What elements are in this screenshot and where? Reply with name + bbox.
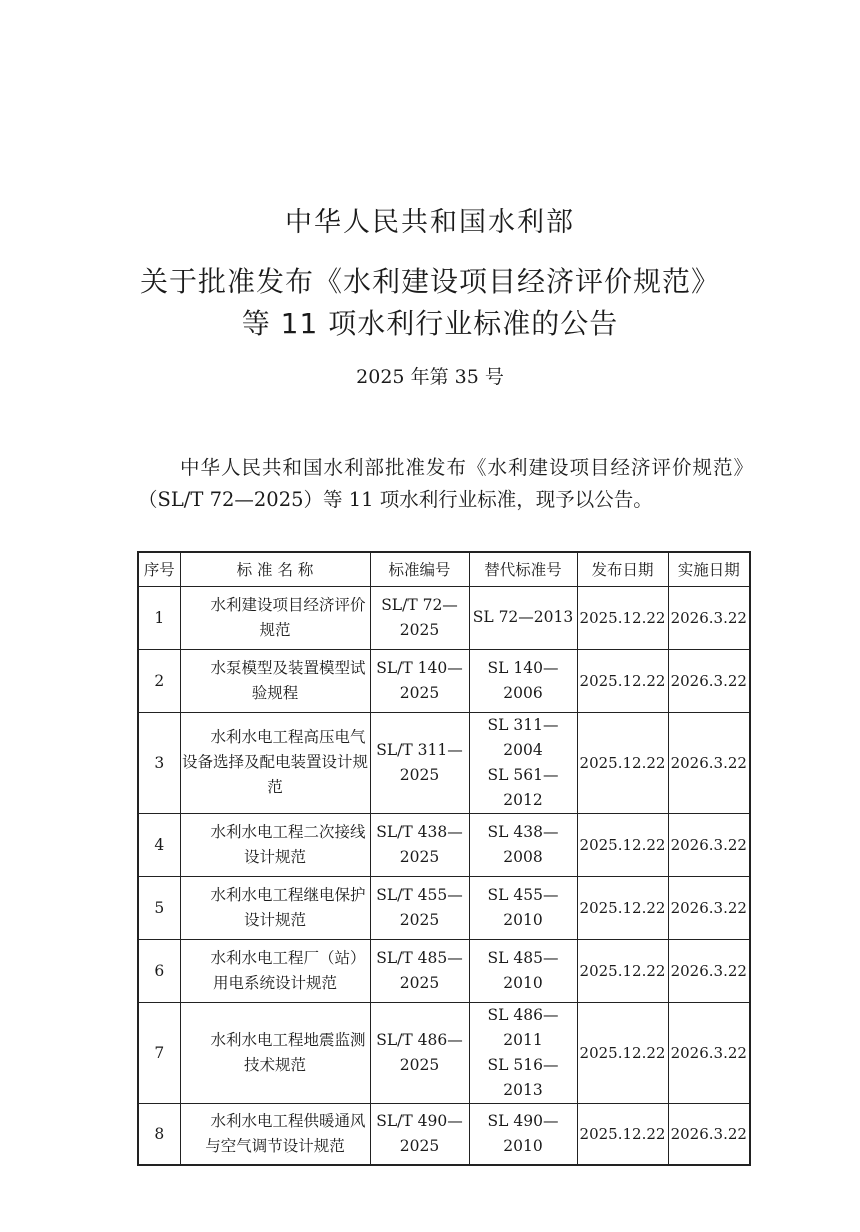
row-serial: 3 [138, 712, 180, 813]
row-effective-date: 2026.3.22 [668, 712, 750, 813]
row-standard-name: 水利水电工程供暖通风与空气调节设计规范 [180, 1103, 370, 1165]
row-code-line1: SL/T 311— [376, 740, 463, 759]
table-row [138, 712, 750, 813]
header-standard-code: 标准编号 [370, 552, 469, 586]
header-effective-date: 实施日期 [668, 552, 750, 586]
header-standard-name: 标 准 名 称 [180, 552, 370, 586]
row-code-line1: SL/T 490— [376, 1111, 463, 1130]
row-replaced-line1: SL 438—2008 [487, 822, 559, 866]
table-row [138, 939, 750, 1002]
row-effective-date: 2026.3.22 [668, 876, 750, 939]
row-code-line2: 2025 [399, 910, 440, 929]
row-replaced-line2: SL 516—2013 [487, 1055, 559, 1099]
row-code-line2: 2025 [399, 973, 440, 992]
row-replaced-line1: SL 455—2010 [487, 885, 559, 929]
table-header-row [138, 552, 750, 586]
row-code-line2: 2025 [399, 1055, 440, 1074]
row-replaced-code [469, 586, 577, 649]
row-replaced-code [469, 876, 577, 939]
table-row [138, 649, 750, 712]
header-publish-date: 发布日期 [577, 552, 668, 586]
row-replaced-code [469, 712, 577, 813]
row-code-line2: 2025 [399, 847, 440, 866]
table-row [138, 1103, 750, 1165]
table-row [138, 876, 750, 939]
row-publish-date: 2025.12.22 [577, 939, 668, 1002]
row-standard-code [370, 649, 469, 712]
row-effective-date: 2026.3.22 [668, 1002, 750, 1103]
row-code-line2: 2025 [399, 620, 440, 639]
row-effective-date: 2026.3.22 [668, 939, 750, 1002]
standards-table [137, 551, 751, 1166]
row-standard-name: 水利水电工程高压电气设备选择及配电装置设计规范 [180, 712, 370, 813]
row-code-line1: SL/T 438— [376, 822, 463, 841]
table-row [138, 1002, 750, 1103]
row-replaced-line2: SL 561—2012 [487, 765, 559, 809]
row-standard-code [370, 1103, 469, 1165]
row-standard-code [370, 1002, 469, 1103]
row-replaced-line1: SL 490—2010 [487, 1111, 559, 1155]
row-publish-date: 2025.12.22 [577, 586, 668, 649]
row-replaced-line1: SL 72—2013 [472, 608, 574, 626]
announcement-title-line2: 等 11 项水利行业标准的公告 [241, 307, 619, 340]
row-serial: 2 [138, 649, 180, 712]
row-publish-date: 2025.12.22 [577, 712, 668, 813]
row-code-line1: SL/T 485— [376, 948, 463, 967]
row-standard-name: 水泵模型及装置模型试验规程 [180, 649, 370, 712]
row-code-line1: SL/T 72— [381, 595, 458, 614]
row-code-line2: 2025 [399, 1136, 440, 1155]
header-serial: 序号 [138, 552, 180, 586]
row-replaced-line1: SL 311—2004 [487, 715, 559, 759]
row-publish-date: 2025.12.22 [577, 649, 668, 712]
row-replaced-code [469, 939, 577, 1002]
row-serial: 5 [138, 876, 180, 939]
row-standard-name: 水利水电工程地震监测技术规范 [180, 1002, 370, 1103]
row-serial: 6 [138, 939, 180, 1002]
row-code-line1: SL/T 140— [376, 658, 463, 677]
row-publish-date: 2025.12.22 [577, 813, 668, 876]
row-replaced-line1: SL 485—2010 [487, 948, 559, 992]
row-replaced-code [469, 813, 577, 876]
row-replaced-code [469, 1103, 577, 1165]
row-standard-name: 水利水电工程二次接线设计规范 [180, 813, 370, 876]
row-standard-code [370, 813, 469, 876]
row-code-line1: SL/T 455— [376, 885, 463, 904]
row-code-line2: 2025 [399, 765, 440, 784]
row-code-line1: SL/T 486— [376, 1030, 463, 1049]
table-row [138, 586, 750, 649]
row-standard-code [370, 939, 469, 1002]
row-replaced-line1: SL 140—2006 [487, 658, 559, 702]
table-row [138, 813, 750, 876]
row-standard-name: 水利水电工程继电保护设计规范 [180, 876, 370, 939]
row-replaced-code [469, 1002, 577, 1103]
announcement-title-line1: 关于批准发布《水利建设项目经济评价规范》 [139, 265, 720, 298]
row-publish-date: 2025.12.22 [577, 876, 668, 939]
row-code-line2: 2025 [399, 683, 440, 702]
row-replaced-line1: SL 486—2011 [487, 1005, 559, 1049]
row-standard-code [370, 876, 469, 939]
row-standard-name: 水利水电工程厂（站）用电系统设计规范 [180, 939, 370, 1002]
row-replaced-code [469, 649, 577, 712]
issuing-organization: 中华人民共和国水利部 [285, 207, 575, 238]
row-publish-date: 2025.12.22 [577, 1002, 668, 1103]
row-standard-code [370, 586, 469, 649]
row-effective-date: 2026.3.22 [668, 649, 750, 712]
header-replaced-code: 替代标准号 [469, 552, 577, 586]
row-serial: 4 [138, 813, 180, 876]
row-serial: 7 [138, 1002, 180, 1103]
row-publish-date: 2025.12.22 [577, 1103, 668, 1165]
row-effective-date: 2026.3.22 [668, 586, 750, 649]
row-serial: 8 [138, 1103, 180, 1165]
row-standard-code [370, 712, 469, 813]
announcement-paragraph: 中华人民共和国水利部批准发布《水利建设项目经济评价规范》（SL/T 72—2025）等 11 项水利行业标准，现予以公告。 [138, 456, 753, 511]
row-effective-date: 2026.3.22 [668, 1103, 750, 1165]
row-serial: 1 [138, 586, 180, 649]
document-number: 2025 年第 35 号 [356, 366, 504, 388]
row-effective-date: 2026.3.22 [668, 813, 750, 876]
row-standard-name: 水利建设项目经济评价规范 [180, 586, 370, 649]
